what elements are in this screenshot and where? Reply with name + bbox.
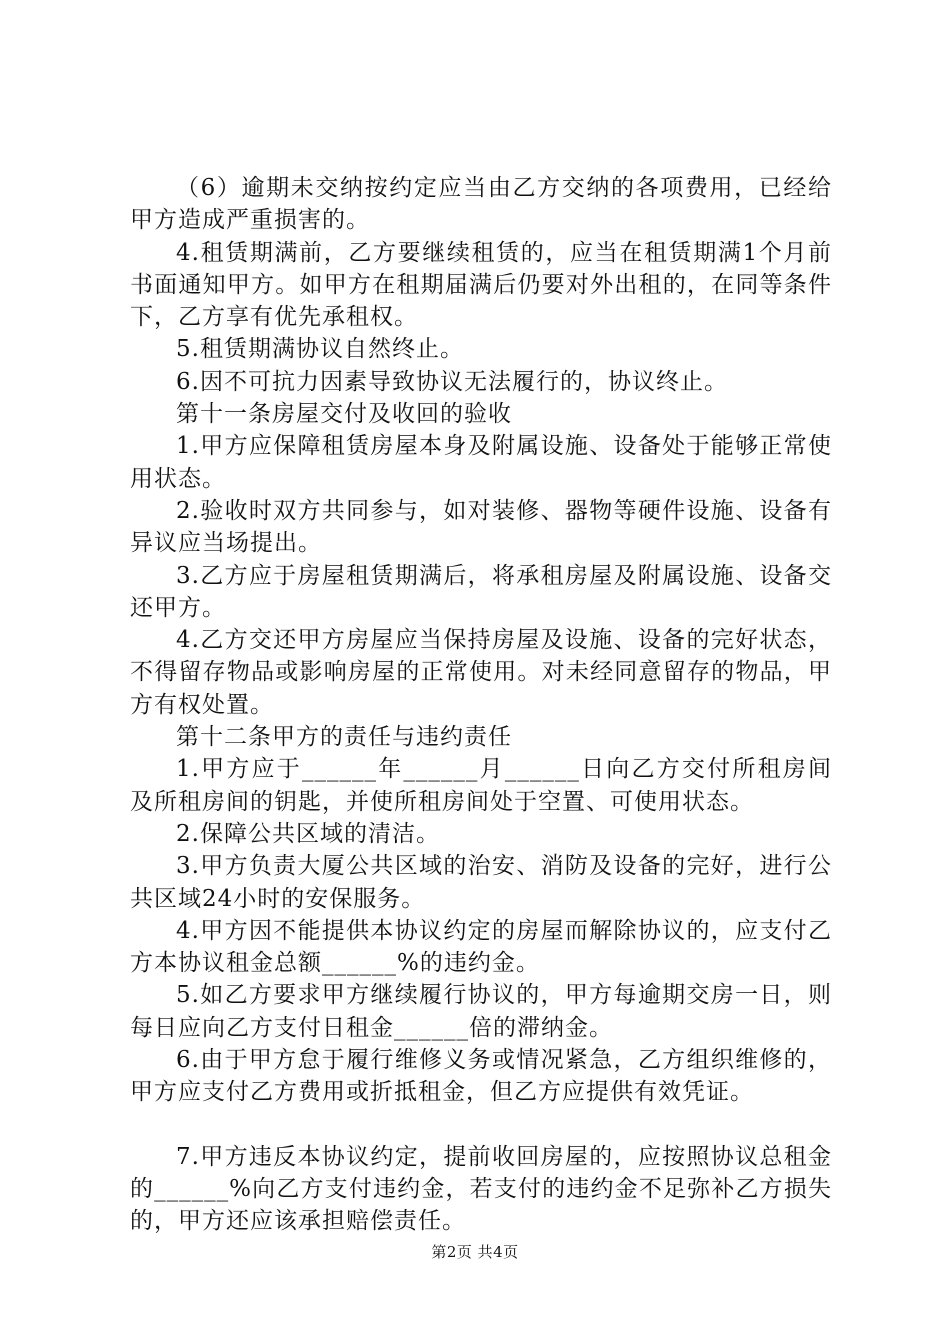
document-body bbox=[130, 172, 832, 1238]
section-heading: 第十一条房屋交付及收回的验收 bbox=[176, 401, 512, 428]
clause-paragraph: 2.保障公共区域的清洁。 bbox=[176, 820, 440, 847]
page-number-footer: 第2页 共4页 bbox=[431, 1243, 519, 1261]
clause-paragraph: （6）逾期未交纳按约定应当由乙方交纳的各项费用，已经给甲方造成严重损害的。 bbox=[130, 175, 832, 234]
clause-paragraph: 4.乙方交还甲方房屋应当保持房屋及设施、设备的完好状态，不得留存物品或影响房屋的正常使用。对未经同意留存的物品，甲方有权处置。 bbox=[130, 627, 832, 718]
clause-paragraph: 7.甲方违反本协议约定，提前收回房屋的，应按照协议总租金的______%向乙方支付违约金，若支付的违约金不足弥补乙方损失的，甲方还应该承担赔偿责任。 bbox=[130, 1143, 832, 1235]
clause-paragraph: 5.如乙方要求甲方继续履行协议的，甲方每逾期交房一日，则每日应向乙方支付日租金______倍的滞纳金。 bbox=[130, 982, 832, 1041]
clause-paragraph: 4.租赁期满前，乙方要继续租赁的，应当在租赁期满1个月前书面通知甲方。如甲方在租期届满后仍要对外出租的，在同等条件下，乙方享有优先承租权。 bbox=[130, 239, 832, 331]
clause-paragraph: 3.甲方负责大厦公共区域的治安、消防及设备的完好，进行公共区域24小时的安保服务。 bbox=[130, 853, 832, 912]
clause-paragraph: 4.甲方因不能提供本协议约定的房屋而解除协议的，应支付乙方本协议租金总额______%的违约金。 bbox=[130, 917, 832, 977]
clause-paragraph: 3.乙方应于房屋租赁期满后，将承租房屋及附属设施、设备交还甲方。 bbox=[130, 562, 832, 621]
paragraph-spacer bbox=[130, 1109, 832, 1141]
clause-paragraph: 1.甲方应保障租赁房屋本身及附属设施、设备处于能够正常使用状态。 bbox=[130, 433, 832, 492]
clause-paragraph: 5.租赁期满协议自然终止。 bbox=[176, 336, 464, 363]
clause-paragraph: 1.甲方应于______年______月______日向乙方交付所租房间及所租房间的钥匙，并使所租房间处于空置、可使用状态。 bbox=[130, 756, 832, 815]
clause-paragraph: 6.由于甲方怠于履行维修义务或情况紧急，乙方组织维修的，甲方应支付乙方费用或折抵租金，但乙方应提供有效凭证。 bbox=[130, 1047, 832, 1106]
section-heading: 第十二条甲方的责任与违约责任 bbox=[176, 724, 512, 751]
clause-paragraph: 2.验收时双方共同参与，如对装修、器物等硬件设施、设备有异议应当场提出。 bbox=[130, 497, 832, 557]
clause-paragraph: 6.因不可抗力因素导致协议无法履行的，协议终止。 bbox=[176, 368, 728, 395]
